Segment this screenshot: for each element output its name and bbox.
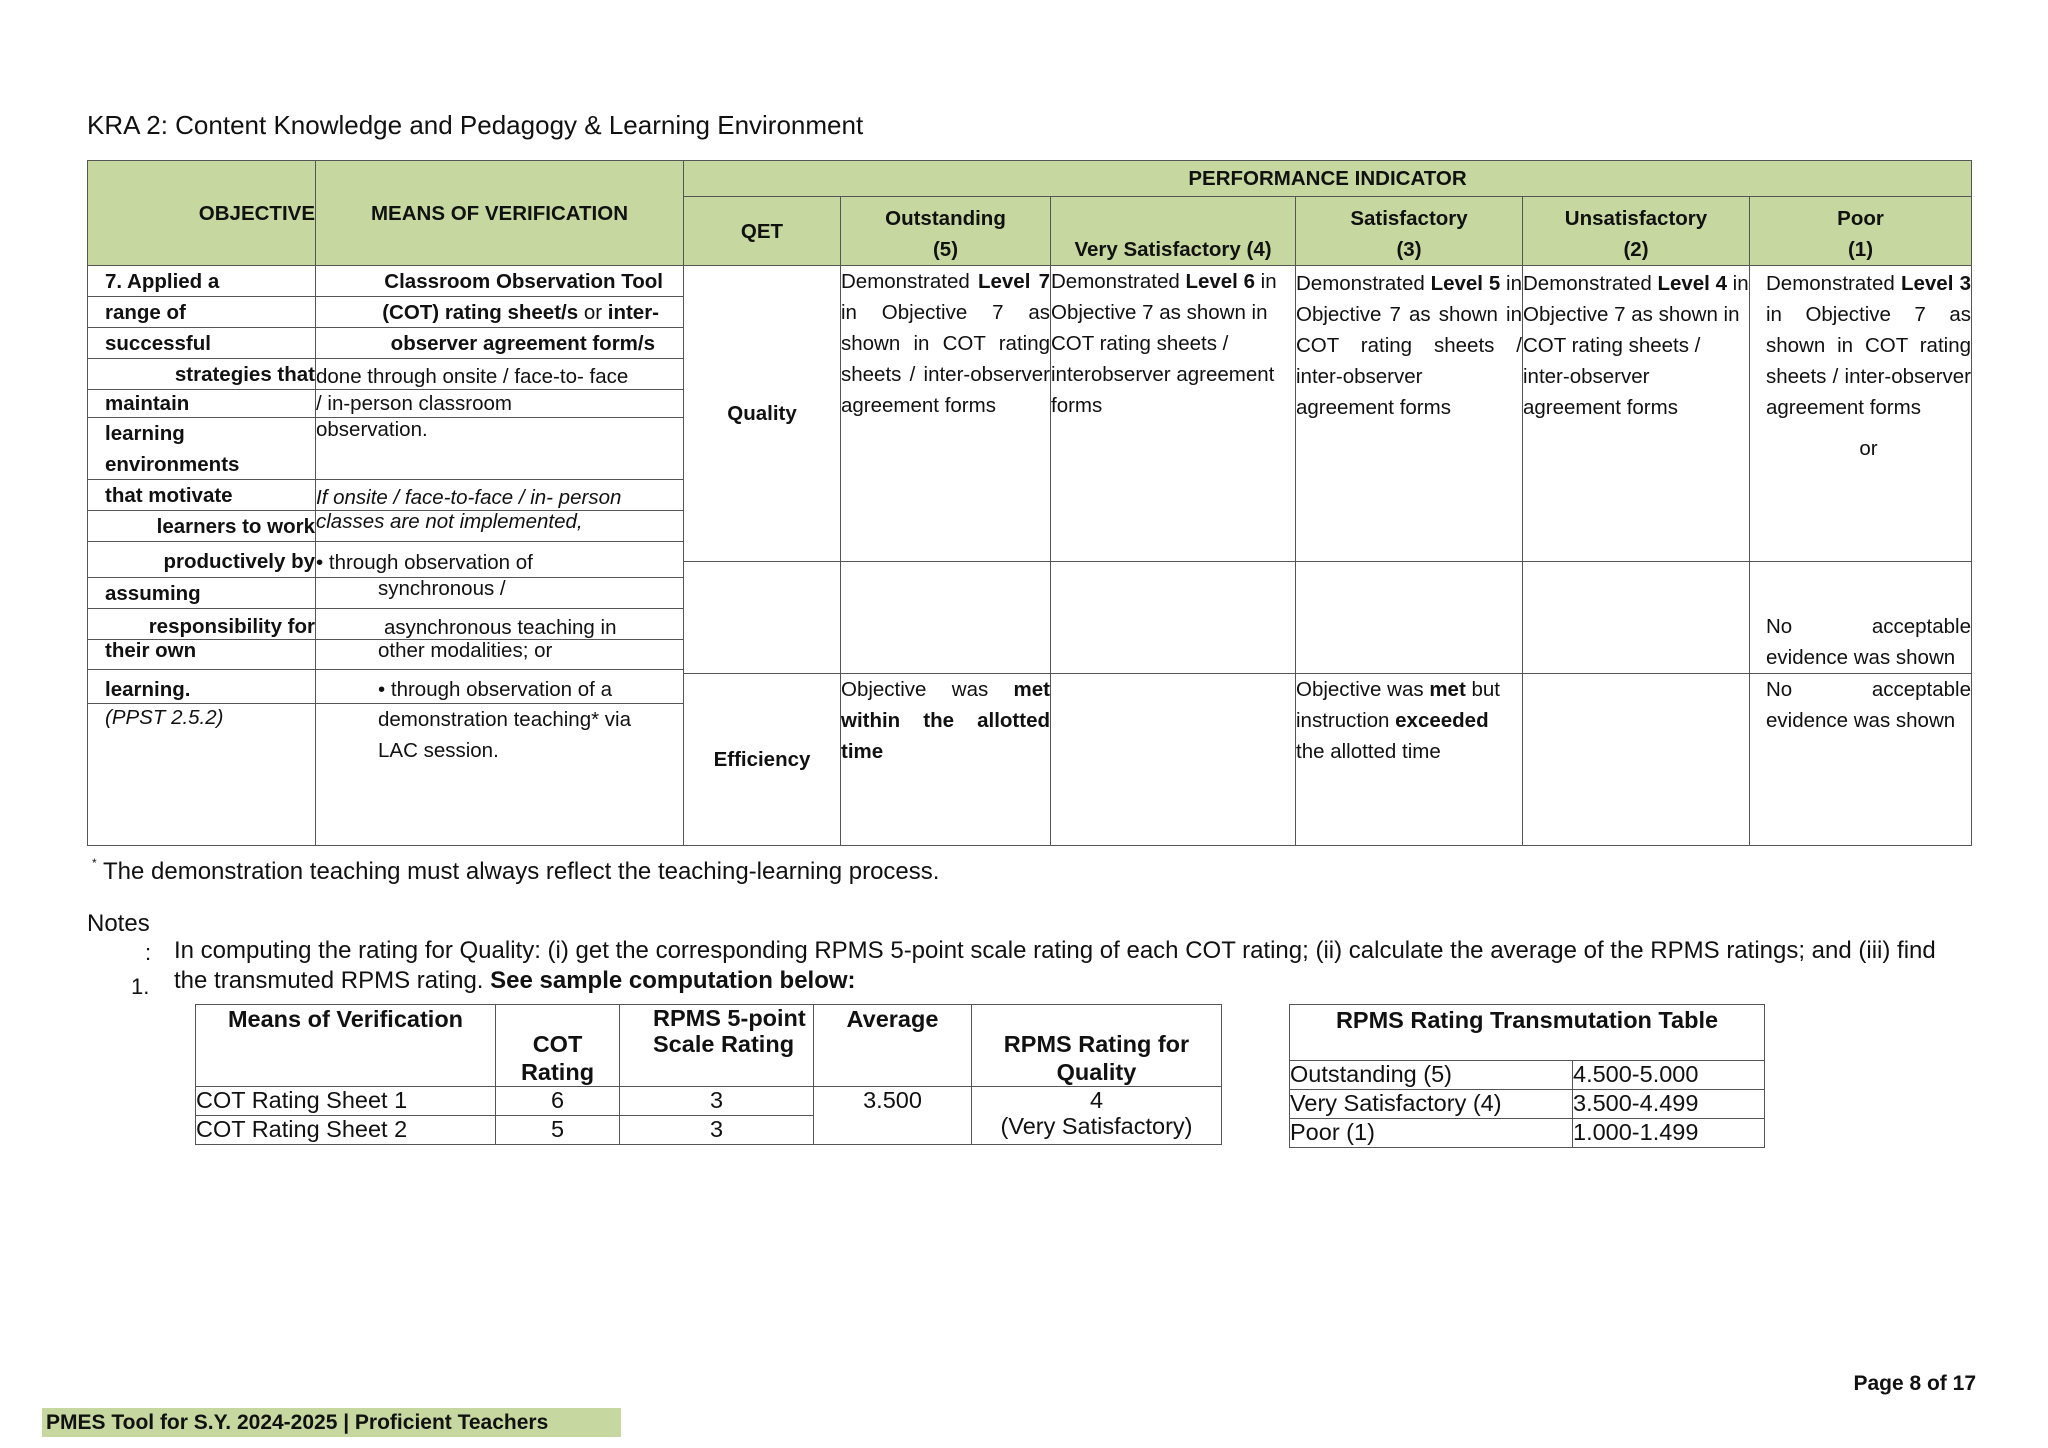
mov-cell: Classroom Observation Tool (COT) rating sheet/s or inter- observer agreement form/s done through onsite / face-to- face / in-person classroom observation. If onsite / face-to-face / in- person classes are not implemented, • through observation of synchronous / asynchronous teaching in other modalities; or • through observation of a demonstration teaching* via LAC session.: [316, 266, 684, 846]
page-number: Page 8 of 17: [1853, 1372, 1976, 1395]
header-objective: OBJECTIVE: [88, 161, 316, 266]
kra-title: KRA 2: Content Knowledge and Pedagogy & Learning Environment: [87, 110, 864, 140]
sample-header-cot: COT Rating: [496, 1005, 620, 1087]
sample-header-average: Average: [814, 1005, 972, 1087]
header-satisfactory: Satisfactory (3): [1296, 197, 1523, 266]
transmutation-row-label: Very Satisfactory (4): [1290, 1090, 1573, 1119]
sample-header-rating: RPMS Rating for Quality: [972, 1005, 1222, 1087]
transmutation-row-label: Poor (1): [1290, 1119, 1573, 1148]
blank-unsatisfactory: [1523, 562, 1750, 674]
header-qet: QET: [684, 197, 841, 266]
efficiency-unsatisfactory: [1523, 674, 1750, 846]
transmutation-title: RPMS Rating Transmutation Table: [1290, 1005, 1765, 1061]
blank-outstanding: [841, 562, 1051, 674]
notes-label: Notes: [87, 910, 150, 937]
efficiency-satisfactory: Objective was met but instruction exceeded the allotted time: [1296, 674, 1523, 846]
quality-satisfactory: Demonstrated Level 5 in Objective 7 as shown in COT rating sheets / inter-observer agreement forms: [1296, 266, 1523, 562]
sample-row-2-cot: 5: [496, 1116, 620, 1145]
sample-row-1-mov: COT Rating Sheet 1: [196, 1087, 496, 1116]
header-very-satisfactory: Very Satisfactory (4): [1051, 197, 1296, 266]
sample-row-1-rpms: 3: [620, 1087, 814, 1116]
efficiency-poor: No acceptable evidence was shown: [1750, 674, 1972, 846]
notes-colon: :: [145, 940, 152, 965]
quality-poor-none: No acceptable evidence was shown: [1750, 562, 1972, 674]
efficiency-outstanding: Objective was met within the allotted time: [841, 674, 1051, 846]
header-unsatisfactory: Unsatisfactory (2): [1523, 197, 1750, 266]
footnote-mark: *: [92, 856, 97, 870]
header-poor: Poor (1): [1750, 197, 1972, 266]
sample-rating: 4 (Very Satisfactory): [972, 1087, 1222, 1145]
kra-table: [87, 160, 1972, 846]
sample-row-2-rpms: 3: [620, 1116, 814, 1145]
footer-band: PMES Tool for S.Y. 2024-2025 | Proficient Teachers: [42, 1408, 621, 1437]
blank-very-satisfactory: [1051, 562, 1296, 674]
sample-header-rpms: RPMS 5-point Scale Rating: [620, 1005, 814, 1087]
notes-text: In computing the rating for Quality: (i) get the corresponding RPMS 5-point scale rating of each COT rating; (ii) calculate the average of the RPMS ratings; and (iii) find the transmuted RPMS rating. See sample computation below:: [174, 937, 1936, 994]
sample-header-mov: Means of Verification: [196, 1005, 496, 1087]
objective-ref: (PPST 2.5.2): [105, 706, 224, 729]
qet-quality: Quality: [684, 266, 841, 562]
transmutation-row-range: 3.500-4.499: [1573, 1090, 1765, 1119]
notes-number: 1.: [131, 974, 150, 999]
header-outstanding: Outstanding (5): [841, 197, 1051, 266]
header-performance-indicator: PERFORMANCE INDICATOR: [684, 161, 1972, 197]
quality-very-satisfactory: Demonstrated Level 6 in Objective 7 as shown in COT rating sheets / interobserver agreement forms: [1051, 266, 1296, 562]
quality-unsatisfactory: Demonstrated Level 4 in Objective 7 as shown in COT rating sheets / inter-observer agreement forms: [1523, 266, 1750, 562]
sample-computation-table: [195, 1004, 1222, 1145]
sample-average: 3.500: [814, 1087, 972, 1145]
quality-outstanding: Demonstrated Level 7 in Objective 7 as shown in COT rating sheets / inter-observer agreement forms: [841, 266, 1051, 562]
header-mov: MEANS OF VERIFICATION: [316, 161, 684, 266]
efficiency-very-satisfactory: [1051, 674, 1296, 846]
transmutation-row-range: 4.500-5.000: [1573, 1061, 1765, 1090]
transmutation-row-label: Outstanding (5): [1290, 1061, 1573, 1090]
transmutation-row-range: 1.000-1.499: [1573, 1119, 1765, 1148]
objective-cell: 7. Applied a range of successful strategies that maintain learning environments that motivate learners to work productively by assuming responsibility for their own learning. (PPST 2.5.2): [88, 266, 316, 846]
qet-blank: [684, 562, 841, 674]
blank-satisfactory: [1296, 562, 1523, 674]
qet-efficiency: Efficiency: [684, 674, 841, 846]
transmutation-table: [1289, 1004, 1765, 1148]
quality-poor: Demonstrated Level 3 in Objective 7 as shown in COT rating sheets / inter-observer agreement forms or: [1750, 266, 1972, 562]
footnote-text: The demonstration teaching must always reflect the teaching-learning process.: [103, 858, 940, 885]
sample-row-1-cot: 6: [496, 1087, 620, 1116]
sample-row-2-mov: COT Rating Sheet 2: [196, 1116, 496, 1145]
